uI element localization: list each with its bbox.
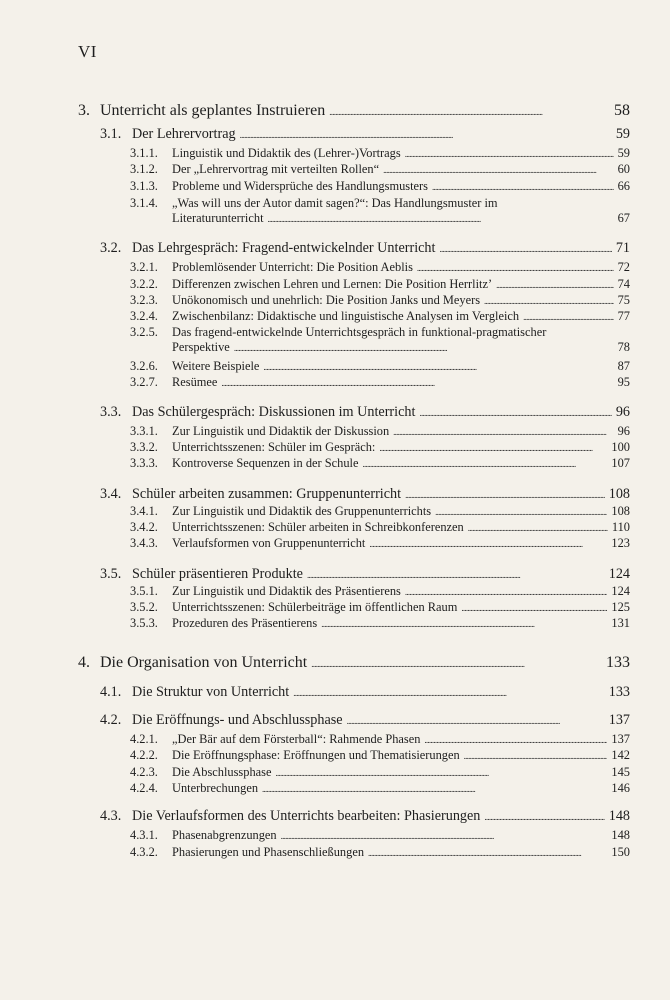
toc-entry-page: 67	[617, 211, 630, 225]
toc-entry-title: Unterrichtsszenen: Schüler arbeiten in Schreibkonferenzen	[172, 520, 464, 534]
toc-entry-title: Unökonomisch und unehrlich: Die Position Janks und Meyers	[172, 293, 481, 307]
toc-entry-number: 4.1.	[100, 684, 122, 700]
toc-entry-title: Das fragend-entwickelnde Unterrichtsgespräch in funktional-pragmatischer	[172, 325, 547, 339]
toc-entry-page: 77	[617, 309, 630, 323]
toc-entry-title: Der „Lehrervortrag mit verteilten Rollen“	[172, 162, 380, 176]
dot-leader	[321, 616, 607, 631]
toc-entry-title: Differenzen zwischen Lehren und Lernen: Die Position Herrlitz’	[172, 277, 493, 291]
toc-entry-page: 75	[617, 293, 630, 307]
toc-entry-number: 3.2.2.	[130, 277, 158, 291]
dot-leader	[523, 309, 614, 324]
toc-entry-page: 71	[615, 240, 630, 256]
toc-entry	[130, 845, 630, 860]
dot-leader	[405, 584, 608, 599]
toc-entry	[100, 486, 630, 503]
toc-entry	[130, 309, 630, 324]
toc-entry-number: 4.2.4.	[130, 781, 158, 795]
dot-leader	[234, 340, 614, 355]
dot-leader	[468, 520, 608, 535]
toc-entry	[130, 616, 630, 631]
toc-entry-page: 145	[611, 765, 630, 779]
toc-entry-title: Das Lehrgespräch: Fragend-entwickelnder Unterricht	[132, 240, 436, 256]
toc-entry-number: 4.2.	[100, 712, 122, 728]
toc-entry	[130, 424, 630, 439]
toc-entry-page: 59	[615, 126, 630, 142]
toc-entry-page: 146	[611, 781, 630, 795]
toc-entry-title: Resümee	[172, 375, 218, 389]
toc-entry-title: Zur Linguistik und Didaktik des Gruppenunterrichts	[172, 504, 432, 518]
dot-leader	[405, 486, 605, 503]
toc-entry	[100, 808, 630, 825]
toc-entry-number: 4.3.	[100, 808, 122, 824]
toc-entry-page: 95	[617, 375, 630, 389]
dot-leader	[268, 211, 614, 226]
toc-entry-title: „Was will uns der Autor damit sagen?“: Das Handlungsmuster im	[172, 196, 498, 210]
toc-entry-page: 125	[611, 600, 630, 614]
toc-entry-number: 4.3.1.	[130, 828, 158, 842]
toc-entry-title: Probleme und Widersprüche des Handlungsmusters	[172, 179, 428, 193]
toc-entry-page: 72	[617, 260, 630, 274]
dot-leader	[347, 712, 605, 729]
toc-entry	[130, 748, 630, 763]
toc-entry	[130, 196, 630, 226]
toc-entry-title: Phasenabgrenzungen	[172, 828, 277, 842]
dot-leader	[368, 845, 607, 860]
toc-entry	[130, 584, 630, 599]
toc-entry	[130, 325, 630, 355]
toc-entry-number: 4.2.1.	[130, 732, 158, 746]
toc-entry-title: Die Abschlussphase	[172, 765, 272, 779]
toc-entry-number: 3.1.3.	[130, 179, 158, 193]
toc-entry-page: 150	[611, 845, 630, 859]
toc-entry-title: Die Eröffnungsphase: Eröffnungen und Thematisierungen	[172, 748, 460, 762]
dot-leader	[484, 808, 604, 825]
toc-entry-number: 3.2.3.	[130, 293, 158, 307]
toc-entry-number: 3.1.	[100, 126, 122, 142]
toc-entry-page: 137	[608, 712, 630, 728]
toc-entry-number: 3.4.1.	[130, 504, 158, 518]
toc-entry-page: 124	[611, 584, 630, 598]
dot-leader	[435, 504, 607, 519]
toc-entry-title: Zwischenbilanz: Didaktische und linguistische Analysen im Vergleich	[172, 309, 520, 323]
toc-entry-title: Zur Linguistik und Didaktik der Diskussion	[172, 424, 390, 438]
toc-entry-number: 4.	[78, 654, 90, 671]
toc-entry-page: 96	[615, 404, 630, 420]
toc-entry-number: 3.3.3.	[130, 456, 158, 470]
dot-leader	[263, 359, 613, 374]
toc-entry	[130, 765, 630, 780]
toc-entry-number: 3.1.4.	[130, 196, 158, 210]
toc-entry	[100, 240, 630, 257]
dot-leader	[496, 277, 614, 292]
toc-entry-number: 4.3.2.	[130, 845, 158, 859]
toc-entry	[130, 732, 630, 747]
toc-entry-number: 4.2.3.	[130, 765, 158, 779]
toc-entry	[130, 440, 630, 455]
dot-leader	[484, 293, 614, 308]
toc-entry-number: 3.3.2.	[130, 440, 158, 454]
toc-entry-title: Zur Linguistik und Didaktik des Präsentierens	[172, 584, 401, 598]
toc-entry	[130, 162, 630, 177]
toc-entry-title: Unterbrechungen	[172, 781, 259, 795]
dot-leader	[307, 566, 605, 583]
dot-leader	[393, 424, 613, 439]
toc-entry-title: Die Struktur von Unterricht	[132, 684, 290, 700]
toc-entry-title: Schüler arbeiten zusammen: Gruppenunterricht	[132, 486, 402, 502]
toc-entry-title: Verlaufsformen von Gruppenunterricht	[172, 536, 366, 550]
toc-entry-title: Die Organisation von Unterricht	[100, 654, 308, 671]
toc-entry-number: 3.1.2.	[130, 162, 158, 176]
dot-leader	[221, 375, 613, 390]
dot-leader	[311, 654, 602, 672]
toc-entry-number: 3.5.	[100, 566, 122, 582]
toc-entry-page: 124	[608, 566, 630, 582]
toc-entry-page: 58	[614, 102, 630, 119]
toc-entry-page: 108	[608, 486, 630, 502]
toc-entry-title: Prozeduren des Präsentierens	[172, 616, 318, 630]
toc-entry-title: Die Eröffnungs- und Abschlussphase	[132, 712, 343, 728]
toc-entry-title: Linguistik und Didaktik des (Lehrer-)Vortrags	[172, 146, 401, 160]
toc-entry	[130, 359, 630, 374]
dot-leader	[262, 781, 607, 796]
toc-entry-page: 96	[617, 424, 630, 438]
toc-entry-number: 3.2.5.	[130, 325, 158, 339]
toc-entry	[100, 566, 630, 583]
toc-entry-number: 3.5.3.	[130, 616, 158, 630]
toc-entry	[100, 684, 630, 701]
toc-entry-page: 100	[611, 440, 630, 454]
page-number: VI	[78, 42, 97, 61]
dot-leader	[419, 404, 611, 421]
toc-entry-title: Phasierungen und Phasenschließungen	[172, 845, 365, 859]
toc-entry	[130, 520, 630, 535]
dot-leader	[329, 102, 610, 120]
toc-entry-title: Weitere Beispiele	[172, 359, 260, 373]
toc-entry	[130, 146, 630, 161]
toc-entry-number: 3.5.2.	[130, 600, 158, 614]
toc-entry	[100, 404, 630, 421]
toc-entry-page: 123	[611, 536, 630, 550]
toc-entry-title: Problemlösender Unterricht: Die Position Aeblis	[172, 260, 413, 274]
toc-entry-title-continued: Literaturunterricht	[172, 211, 264, 225]
toc-entry	[130, 375, 630, 390]
toc-entry-number: 3.5.1.	[130, 584, 158, 598]
toc-entry-page: 142	[611, 748, 630, 762]
dot-leader	[417, 260, 614, 275]
toc-entry-page: 59	[617, 146, 630, 160]
toc-entry	[130, 781, 630, 796]
dot-leader	[424, 732, 607, 747]
toc-entry-number: 3.	[78, 102, 90, 119]
toc-entry	[78, 102, 630, 120]
toc-entry	[130, 600, 630, 615]
toc-entry-number: 3.2.1.	[130, 260, 158, 274]
toc-entry-number: 3.2.6.	[130, 359, 158, 373]
toc-entry	[130, 179, 630, 194]
toc-entry	[100, 712, 630, 729]
dot-leader	[439, 240, 611, 257]
toc-entry	[78, 654, 630, 672]
toc-entry-title: Unterrichtsszenen: Schülerbeiträge im öffentlichen Raum	[172, 600, 458, 614]
toc-entry-title-continued: Perspektive	[172, 340, 230, 354]
toc-entry-title: Der Lehrervortrag	[132, 126, 236, 142]
toc-entry-number: 3.3.	[100, 404, 122, 420]
toc-entry-title: „Der Bär auf dem Försterball“: Rahmende Phasen	[172, 732, 421, 746]
toc-entry-number: 3.2.	[100, 240, 122, 256]
toc-entry	[130, 293, 630, 308]
toc-entry-page: 131	[611, 616, 630, 630]
toc-entry-number: 3.4.2.	[130, 520, 158, 534]
toc-entry-page: 110	[611, 520, 630, 534]
toc-entry	[130, 277, 630, 292]
toc-entry	[130, 828, 630, 843]
toc-entry-page: 74	[617, 277, 630, 291]
toc-entry	[130, 504, 630, 519]
dot-leader	[464, 748, 608, 763]
dot-leader	[240, 126, 612, 143]
toc-entry	[130, 260, 630, 275]
toc-entry-page: 87	[617, 359, 630, 373]
toc-entry-page: 60	[617, 162, 630, 176]
dot-leader	[383, 162, 614, 177]
dot-leader	[275, 765, 607, 780]
toc-entry-page: 107	[611, 456, 630, 470]
toc-entry-number: 4.2.2.	[130, 748, 158, 762]
toc-entry	[100, 126, 630, 143]
toc-entry-page: 148	[611, 828, 630, 842]
dot-leader	[461, 600, 607, 615]
dot-leader	[432, 179, 614, 194]
toc-entry-number: 3.1.1.	[130, 146, 158, 160]
toc-entry-number: 3.2.4.	[130, 309, 158, 323]
dot-leader	[379, 440, 607, 455]
toc-entry-title: Die Verlaufsformen des Unterrichts bearbeiten: Phasierungen	[132, 808, 481, 824]
dot-leader	[369, 536, 607, 551]
toc-entry-number: 3.2.7.	[130, 375, 158, 389]
toc-entry-page: 133	[606, 654, 630, 671]
toc-entry-page: 66	[617, 179, 630, 193]
toc-entry-number: 3.4.	[100, 486, 122, 502]
toc-entry-page: 78	[617, 340, 630, 354]
dot-leader	[281, 828, 608, 843]
toc-entry	[130, 536, 630, 551]
toc-entry-title: Das Schülergespräch: Diskussionen im Unterricht	[132, 404, 416, 420]
dot-leader	[405, 146, 614, 161]
toc-entry-title: Unterrichtsszenen: Schüler im Gespräch:	[172, 440, 376, 454]
dot-leader	[363, 456, 608, 471]
toc-entry-title: Schüler präsentieren Produkte	[132, 566, 303, 582]
toc-entry-number: 3.3.1.	[130, 424, 158, 438]
toc-entry-title: Kontroverse Sequenzen in der Schule	[172, 456, 359, 470]
toc-entry-page: 108	[611, 504, 630, 518]
toc-entry-number: 3.4.3.	[130, 536, 158, 550]
toc-entry-page: 148	[608, 808, 630, 824]
toc-entry-page: 137	[611, 732, 630, 746]
dot-leader	[293, 684, 605, 701]
toc-entry-page: 133	[608, 684, 630, 700]
toc-entry	[130, 456, 630, 471]
toc-entry-title: Unterricht als geplantes Instruieren	[100, 102, 326, 119]
